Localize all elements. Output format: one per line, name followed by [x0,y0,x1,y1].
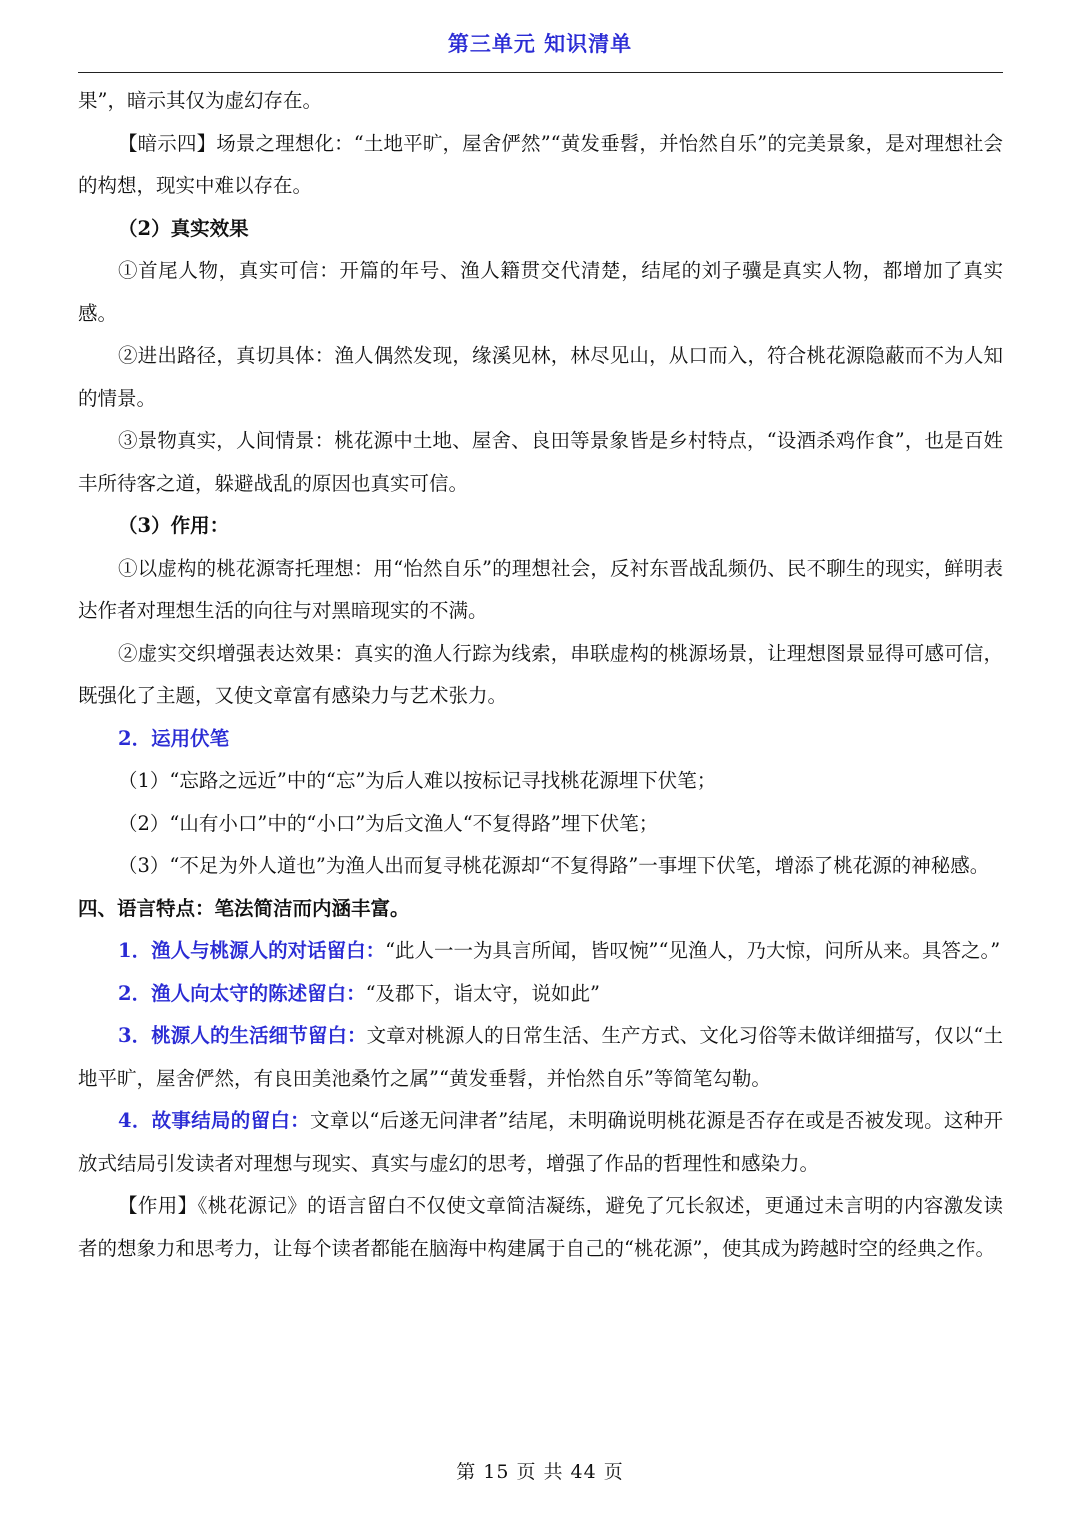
subheading-function: （3）作用： [118,514,230,537]
paragraph: ②虚实交织增强表达效果：真实的渔人行踪为线索，串联虚构的桃源场景，让理想图景显得可感可信，既强化了主题，又使文章富有感染力与艺术张力。 [78,641,1003,707]
paragraph-lead: 2．渔人向太守的陈述留白： [118,981,366,1005]
paragraph-hint-four: 【暗示四】场景之理想化：“土地平旷，屋舍俨然”“黄发垂髫，并怡然自乐”的完美景象，是对理想社会的构想，现实中难以存在。 [78,131,1003,197]
header-divider [78,72,1003,73]
paragraph-lead: 1．渔人与桃源人的对话留白： [118,939,386,962]
paragraph [78,973,1003,1016]
page-number: 第 15 页 共 44 页 [456,1461,624,1483]
paragraph: （3）“不足为外人道也”为渔人出而复寻桃花源却“不复得路”一事埋下伏笔，增添了桃花源的神秘感。 [118,854,990,877]
section-heading-language: 四、语言特点：笔法简洁而内涵丰富。 [78,896,410,920]
paragraph-lead: 4．故事结局的留白： [118,1109,310,1132]
paragraph-lead: 3．桃源人的生活细节留白： [118,1024,367,1047]
paragraph-text: 文章以“后遂无问津者”结尾，未明确说明桃花源是否存在或是否被发现。这种开放式结局引发读者对理想与现实、真实与虚幻的思考，增强了作品的哲理性和感染力。 [78,1109,1003,1175]
paragraph: ①首尾人物，真实可信：开篇的年号、渔人籍贯交代清楚，结尾的刘子骥是真实人物，都增加了真实感。 [78,259,1003,325]
paragraph [78,1100,1003,1185]
paragraph-function-note: 【作用】《桃花源记》的语言留白不仅使文章简洁凝练，避免了冗长叙述，更通过未言明的内容激发读者的想象力和思考力，让每个读者都能在脑海中构建属于自己的“桃花源”，使其成为跨越时空的经典之作。 [78,1194,1003,1260]
paragraph [78,1015,1003,1100]
paragraph-text: 文章对桃源人的日常生活、生产方式、文化习俗等未做详细描写，仅以“土地平旷，屋舍俨然，有良田美池桑竹之属”“黄发垂髫，并怡然自乐”等简笔勾勒。 [78,1024,1003,1090]
paragraph-text: “此人一一为具言所闻，皆叹惋”“见渔人，乃大惊，问所从来。具答之。” [385,939,1001,962]
paragraph: （2）“山有小口”中的“小口”为后文渔人“不复得路”埋下伏笔； [118,811,659,835]
paragraph-text: “及郡下，诣太守，说如此” [365,981,601,1005]
paragraph [78,930,1003,973]
page-header-title: 第三单元 知识清单 [447,32,633,56]
paragraph: ①以虚构的桃花源寄托理想：用“怡然自乐”的理想社会，反衬东晋战乱频仍、民不聊生的现实，鲜明表达作者对理想生活的向往与对黑暗现实的不满。 [78,556,1003,622]
paragraph: （1）“忘路之远近”中的“忘”为后人难以按标记寻找桃花源埋下伏笔； [118,769,717,792]
document-body [78,80,1003,1270]
paragraph: ②进出路径，真切具体：渔人偶然发现，缘溪见林，林尽见山，从口而入，符合桃花源隐蔽而不为人知的情景。 [78,344,1003,410]
paragraph: 果”，暗示其仅为虚幻存在。 [78,89,322,112]
paragraph: ③景物真实，人间情景：桃花源中土地、屋舍、良田等景象皆是乡村特点，“设酒杀鸡作食”，也是百姓丰所待客之道，躲避战乱的原因也真实可信。 [78,429,1003,495]
section-heading-foreshadowing: 2．运用伏笔 [118,726,230,750]
subheading-real-effect: （2）真实效果 [118,216,249,240]
